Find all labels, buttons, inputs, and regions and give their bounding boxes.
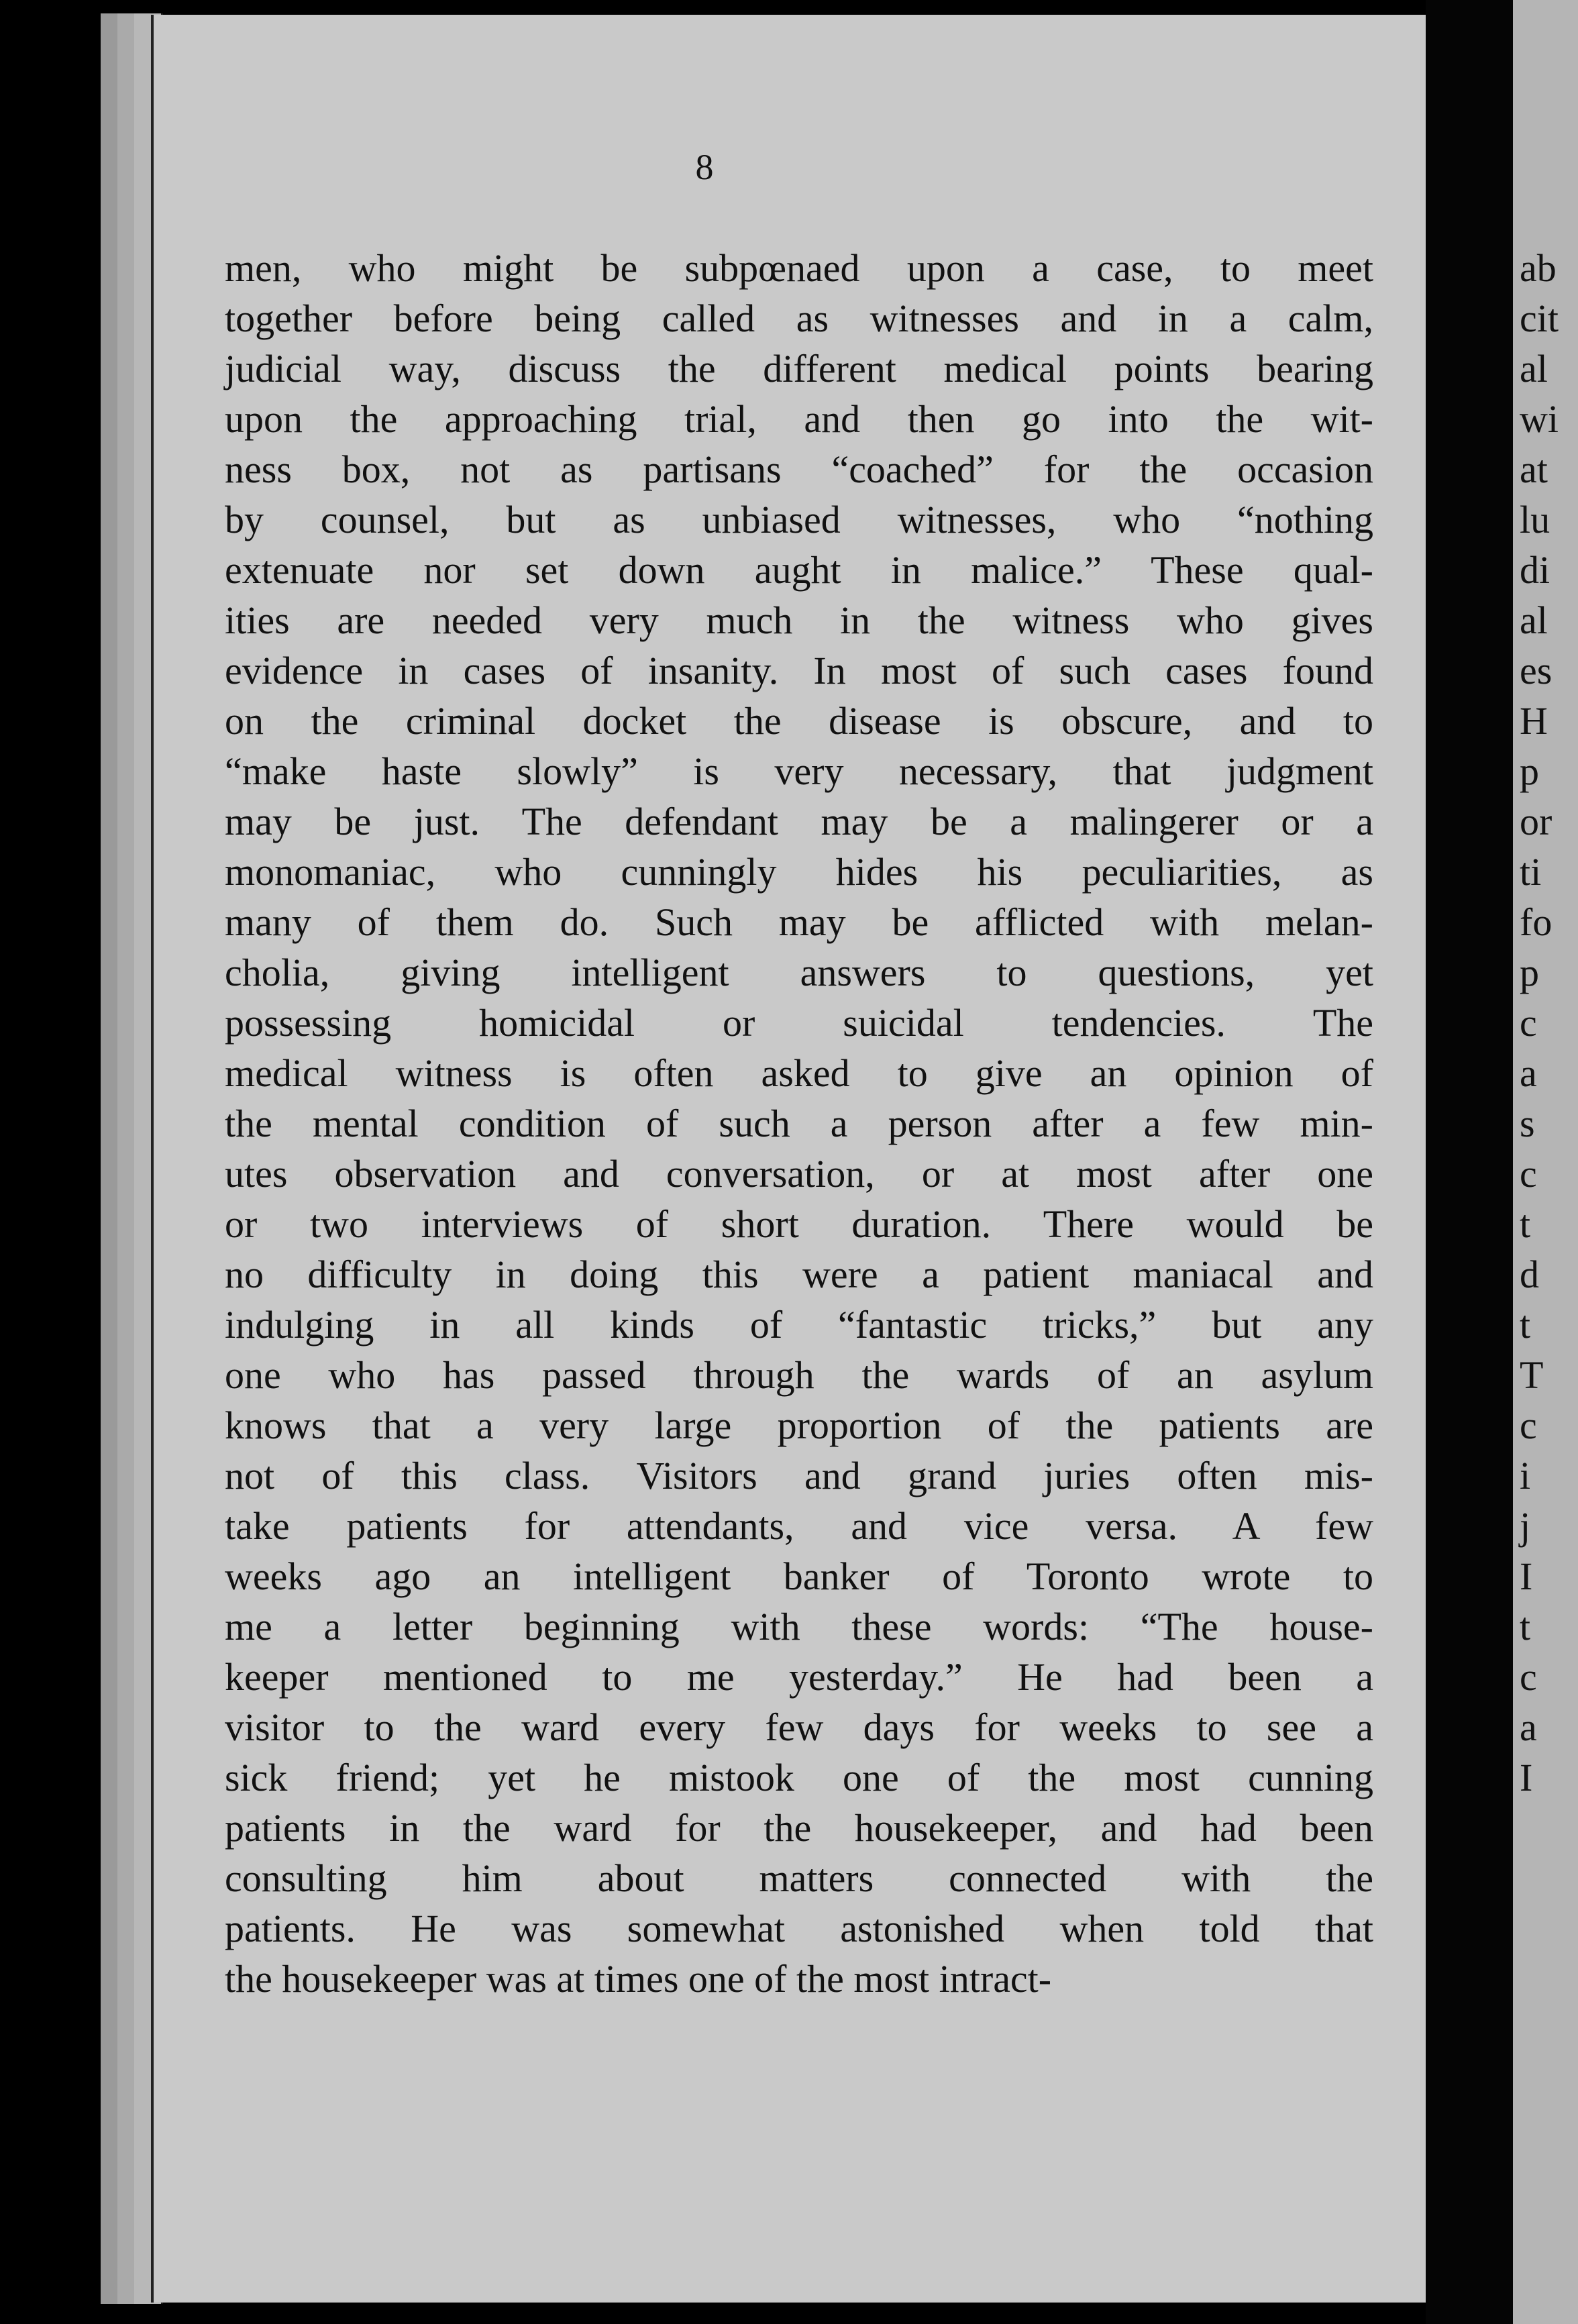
- text-line: together before being called as witnesses and in a calm,: [225, 297, 1373, 340]
- text-line: evidence in cases of insanity. In most of such cases found: [225, 649, 1373, 692]
- facing-text-fragment: c: [1520, 1001, 1537, 1045]
- facing-text-fragment: a: [1520, 1705, 1537, 1749]
- facing-text-fragment: p: [1520, 951, 1539, 994]
- facing-text-fragment: fo: [1520, 900, 1553, 944]
- facing-text-fragment: al: [1520, 347, 1548, 390]
- facing-text-fragment: c: [1520, 1152, 1537, 1196]
- text-line: or two interviews of short duration. There would be: [225, 1202, 1373, 1246]
- text-line: men, who might be subpœnaed upon a case, to meet: [225, 246, 1373, 290]
- text-line: keeper mentioned to me yesterday.” He had been a: [225, 1655, 1373, 1699]
- facing-page-text: [1520, 243, 1559, 2004]
- facing-text-fragment: c: [1520, 1655, 1537, 1699]
- facing-text-fragment: t: [1520, 1202, 1531, 1246]
- facing-text-fragment: d: [1520, 1253, 1539, 1296]
- text-line: consulting him about matters connected with the: [225, 1856, 1373, 1900]
- facing-text-fragment: I: [1520, 1756, 1533, 1799]
- facing-text-fragment: [1520, 1853, 1559, 1903]
- facing-text-fragment: j: [1520, 1504, 1531, 1548]
- facing-text-fragment: [1520, 1954, 1559, 2004]
- text-line: patients in the ward for the housekeeper, and had been: [225, 1806, 1373, 1850]
- text-line: medical witness is often asked to give an opinion of: [225, 1051, 1373, 1095]
- text-line: upon the approaching trial, and then go into the wit-: [225, 397, 1373, 441]
- text-line: weeks ago an intelligent banker of Toronto wrote to: [225, 1554, 1373, 1598]
- text-line: knows that a very large proportion of the patients are: [225, 1404, 1373, 1447]
- text-line: by counsel, but as unbiased witnesses, who “nothing: [225, 498, 1373, 541]
- text-line: take patients for attendants, and vice versa. A few: [225, 1504, 1373, 1548]
- text-line: the mental condition of such a person after a few min-: [225, 1102, 1373, 1145]
- facing-text-fragment: at: [1520, 447, 1548, 491]
- facing-text-fragment: i: [1520, 1454, 1531, 1497]
- book-gutter: [1426, 0, 1513, 2324]
- text-line: no difficulty in doing this were a patient maniacal and: [225, 1253, 1373, 1296]
- facing-text-fragment: [1520, 1903, 1559, 1954]
- text-line: visitor to the ward every few days for weeks to see a: [225, 1705, 1373, 1749]
- facing-text-fragment: T: [1520, 1353, 1544, 1397]
- facing-text-fragment: I: [1520, 1554, 1533, 1598]
- text-line: on the criminal docket the disease is obscure, and to: [225, 699, 1373, 743]
- facing-text-fragment: lu: [1520, 498, 1550, 541]
- text-line: not of this class. Visitors and grand juries often mis-: [225, 1454, 1373, 1497]
- text-line: cholia, giving intelligent answers to questions, yet: [225, 951, 1373, 994]
- text-line: may be just. The defendant may be a malingerer or a: [225, 800, 1373, 843]
- text-line: judicial way, discuss the different medical points bearing: [225, 347, 1373, 390]
- facing-text-fragment: H: [1520, 699, 1548, 743]
- text-line: ness box, not as partisans “coached” for the occasion: [225, 447, 1373, 491]
- text-line: possessing homicidal or suicidal tendencies. The: [225, 1001, 1373, 1045]
- facing-text-fragment: al: [1520, 598, 1548, 642]
- facing-text-fragment: ti: [1520, 850, 1542, 894]
- facing-text-fragment: a: [1520, 1051, 1537, 1095]
- text-line: me a letter beginning with these words: “The house-: [225, 1605, 1373, 1648]
- text-line: “make haste slowly” is very necessary, that judgment: [225, 749, 1373, 793]
- text-line: utes observation and conversation, or at most after one: [225, 1152, 1373, 1196]
- facing-text-fragment: es: [1520, 649, 1553, 692]
- facing-text-fragment: di: [1520, 548, 1550, 592]
- facing-text-fragment: cit: [1520, 297, 1559, 340]
- text-line: sick friend; yet he mistook one of the most cunning: [225, 1756, 1373, 1799]
- text-line: extenuate nor set down aught in malice.” These qual-: [225, 548, 1373, 592]
- text-line: ities are needed very much in the witness who gives: [225, 598, 1373, 642]
- facing-text-fragment: [1520, 1803, 1559, 1853]
- facing-text-fragment: s: [1520, 1102, 1535, 1145]
- facing-text-fragment: t: [1520, 1303, 1531, 1346]
- facing-text-fragment: t: [1520, 1605, 1531, 1648]
- text-line: monomaniac, who cunningly hides his peculiarities, as: [225, 850, 1373, 894]
- text-line: the housekeeper was at times one of the most intract-: [225, 1957, 1052, 2001]
- text-line: indulging in all kinds of “fantastic tricks,” but any: [225, 1303, 1373, 1346]
- page-number: 8: [695, 147, 714, 187]
- page-body-text: [225, 243, 1373, 2004]
- text-line: one who has passed through the wards of an asylum: [225, 1353, 1373, 1397]
- facing-text-fragment: or: [1520, 800, 1553, 843]
- facing-text-fragment: p: [1520, 749, 1539, 793]
- text-line: many of them do. Such may be afflicted with melan-: [225, 900, 1373, 944]
- facing-text-fragment: c: [1520, 1404, 1537, 1447]
- text-line: patients. He was somewhat astonished when told that: [225, 1907, 1373, 1950]
- facing-text-fragment: ab: [1520, 246, 1557, 290]
- facing-text-fragment: wi: [1520, 397, 1559, 441]
